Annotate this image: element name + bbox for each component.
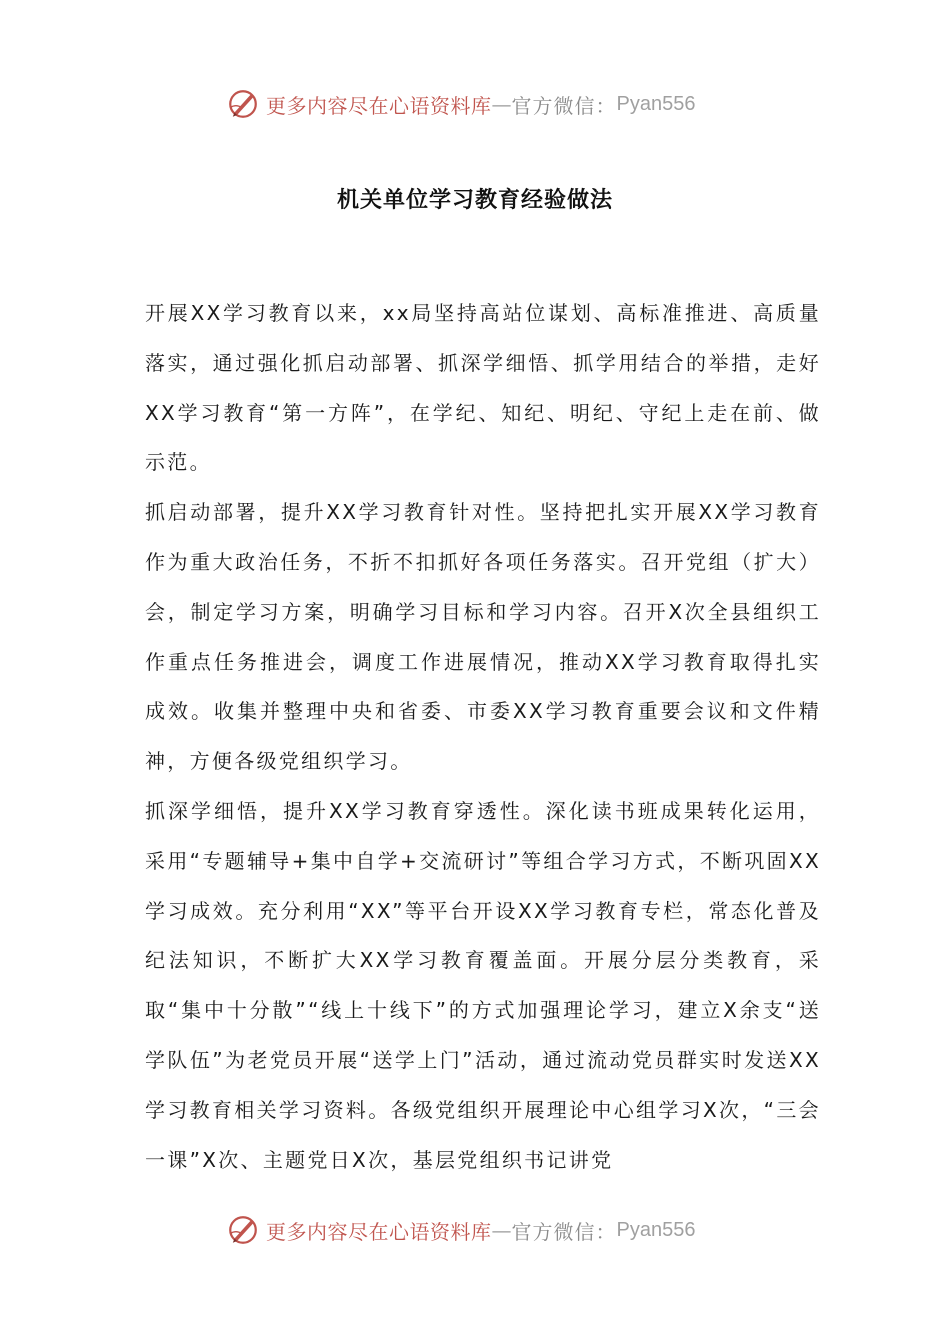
banner-wechat-label: 官方微信： xyxy=(511,93,617,118)
banner-wechat-label: 官方微信： xyxy=(511,1219,617,1244)
pen-logo-icon xyxy=(226,1213,260,1247)
document-body xyxy=(145,289,821,1185)
paragraph-deep-study: 抓深学细悟，提升XX学习教育穿透性。深化读书班成果转化运用，采用“专题辅导+集中自学+交流研讨”等组合学习方式，不断巩固XX学习成效。充分利用“XX”等平台开设XX学习教育专栏，常态化普及纪法知识，不断扩大XX学习教育覆盖面。开展分层分类教育，采取“集中十分散”“线上十线下”的方式加强理论学习，建立X余支“送学队伍”为老党员开展“送学上门”活动，通过流动党员群实时发送XX学习教育相关学习资料。各级党组织开展理论中心组学习X次，“三会一课”X次、主题党日X次，基层党组织书记讲党 xyxy=(145,798,821,1172)
banner-wechat-id: Pyan556 xyxy=(616,1218,696,1241)
footer-banner[interactable] xyxy=(226,1210,695,1250)
document-title: 机关单位学习教育经验做法 xyxy=(336,188,613,213)
paragraph-launch-deployment: 抓启动部署，提升XX学习教育针对性。坚持把扎实开展XX学习教育作为重大政治任务，不折不扣抓好各项任务落实。召开党组（扩大）会，制定学习方案，明确学习目标和学习内容。召开X次全县组织工作重点任务推进会，调度工作进展情况，推动XX学习教育取得扎实成效。收集并整理中央和省委、市委XX学习教育重要会议和文件精神，方便各级党组织学习。 xyxy=(145,500,821,774)
pen-logo-icon xyxy=(226,87,260,121)
banner-separator: — xyxy=(491,1218,512,1242)
paragraph-intro: 开展XX学习教育以来，xx局坚持高站位谋划、高标准推进、高质量落实，通过强化抓启动部署、抓深学细悟、抓学用结合的举措，走好XX学习教育“第一方阵”，在学纪、知纪、明纪、守纪上走在前、做示范。 xyxy=(145,301,821,475)
banner-separator: — xyxy=(491,92,512,116)
banner-brand-text: 更多内容尽在心语资料库 xyxy=(266,1219,492,1244)
header-banner[interactable] xyxy=(226,84,695,124)
banner-wechat-id: Pyan556 xyxy=(616,92,696,115)
banner-brand-text: 更多内容尽在心语资料库 xyxy=(266,93,492,118)
